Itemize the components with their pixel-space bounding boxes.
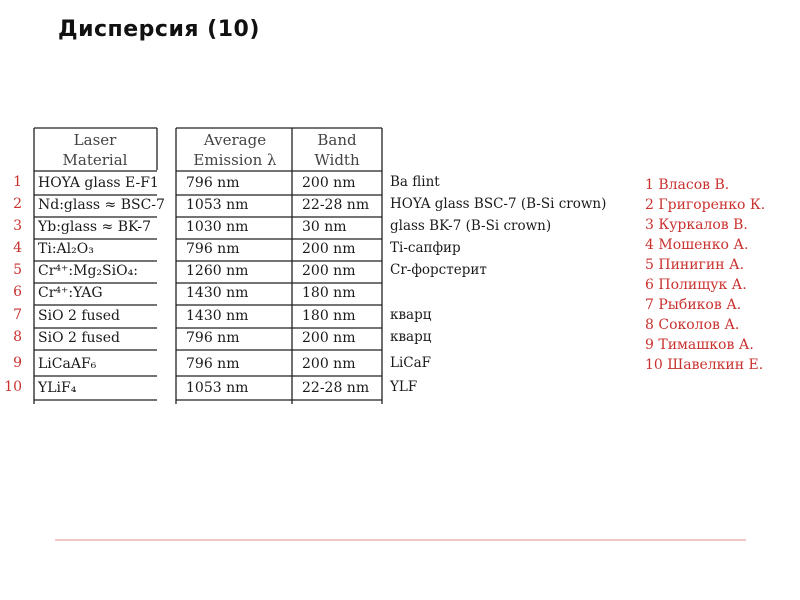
cell-material: Cr⁴⁺:YAG — [38, 285, 103, 301]
cell-bandwidth: 200 nm — [302, 330, 356, 346]
cell-bandwidth: 200 nm — [302, 263, 356, 279]
header-bandwidth-line1: Band — [317, 131, 357, 149]
row-note: LiCaF — [390, 355, 432, 371]
row-number: 8 — [13, 329, 22, 345]
student-name: 1 Власов В. — [645, 177, 730, 193]
cell-material: Yb:glass ≈ BK-7 — [38, 219, 152, 235]
row-number: 4 — [13, 240, 22, 256]
header-emission-line1: Average — [203, 131, 267, 149]
cell-material: LiCaAF₆ — [38, 356, 97, 372]
row-number: 6 — [13, 284, 22, 300]
row-number: 1 — [13, 174, 22, 190]
student-name: 3 Куркалов В. — [645, 217, 748, 233]
student-name: 4 Мошенко А. — [645, 237, 749, 253]
row-note: кварц — [390, 329, 432, 345]
cell-material: Ti:Al₂O₃ — [38, 241, 94, 257]
header-average-emission — [180, 130, 290, 170]
cell-bandwidth: 180 nm — [302, 308, 356, 324]
cell-bandwidth: 22-28 nm — [302, 380, 370, 396]
header-laser-material — [40, 130, 150, 170]
row-number: 10 — [4, 379, 22, 395]
student-list — [645, 175, 765, 375]
cell-emission: 1260 nm — [186, 263, 249, 279]
cell-material: HOYA glass E-F1 — [38, 175, 159, 191]
cell-emission: 1030 nm — [186, 219, 249, 235]
student-name: 5 Пинигин А. — [645, 257, 745, 273]
row-note: Cr-форстерит — [390, 262, 487, 278]
cell-emission: 1430 nm — [186, 308, 249, 324]
row-note: YLF — [390, 379, 418, 395]
slide-title: Дисперсия (10) — [58, 17, 260, 42]
cell-emission: 796 nm — [186, 175, 240, 191]
cell-material: YLiF₄ — [38, 380, 77, 396]
cell-emission: 1053 nm — [186, 380, 249, 396]
cell-bandwidth: 22-28 nm — [302, 197, 370, 213]
row-number: 3 — [13, 218, 22, 234]
row-note: HOYA glass BSC-7 (B-Si crown) — [390, 196, 607, 212]
student-name: 10 Шавелкин Е. — [645, 357, 764, 373]
cell-material: Cr⁴⁺:Mg₂SiO₄: — [38, 263, 138, 279]
cell-emission: 1430 nm — [186, 285, 249, 301]
student-name: 2 Григоренко К. — [645, 197, 766, 213]
cell-emission: 796 nm — [186, 241, 240, 257]
header-band-width — [296, 130, 378, 170]
cell-bandwidth: 200 nm — [302, 241, 356, 257]
cell-bandwidth: 200 nm — [302, 175, 356, 191]
cell-bandwidth: 200 nm — [302, 356, 356, 372]
row-number: 5 — [13, 262, 22, 278]
cell-bandwidth: 30 nm — [302, 219, 347, 235]
row-number: 7 — [13, 307, 22, 323]
header-bandwidth-line2: Width — [314, 151, 360, 169]
row-note: кварц — [390, 307, 432, 323]
student-name: 6 Полищук А. — [645, 277, 747, 293]
header-material-line1: Laser — [73, 131, 117, 149]
cell-material: SiO 2 fused — [38, 308, 120, 324]
row-note: Ti-сапфир — [390, 240, 461, 256]
cell-emission: 796 nm — [186, 356, 240, 372]
row-number: 2 — [13, 196, 22, 212]
student-name: 8 Соколов А. — [645, 317, 740, 333]
cell-emission: 1053 nm — [186, 197, 249, 213]
cell-emission: 796 nm — [186, 330, 240, 346]
row-note: glass BK-7 (B-Si crown) — [390, 218, 552, 234]
cell-material: Nd:glass ≈ BSC-7 — [38, 197, 165, 213]
header-material-line2: Material — [62, 151, 128, 169]
header-emission-line2: Emission λ — [193, 151, 277, 169]
row-note: Ba flint — [390, 174, 440, 190]
cell-material: SiO 2 fused — [38, 330, 120, 346]
row-number: 9 — [13, 355, 22, 371]
student-name: 9 Тимашков А. — [645, 337, 754, 353]
student-name: 7 Рыбиков А. — [645, 297, 742, 313]
cell-bandwidth: 180 nm — [302, 285, 356, 301]
